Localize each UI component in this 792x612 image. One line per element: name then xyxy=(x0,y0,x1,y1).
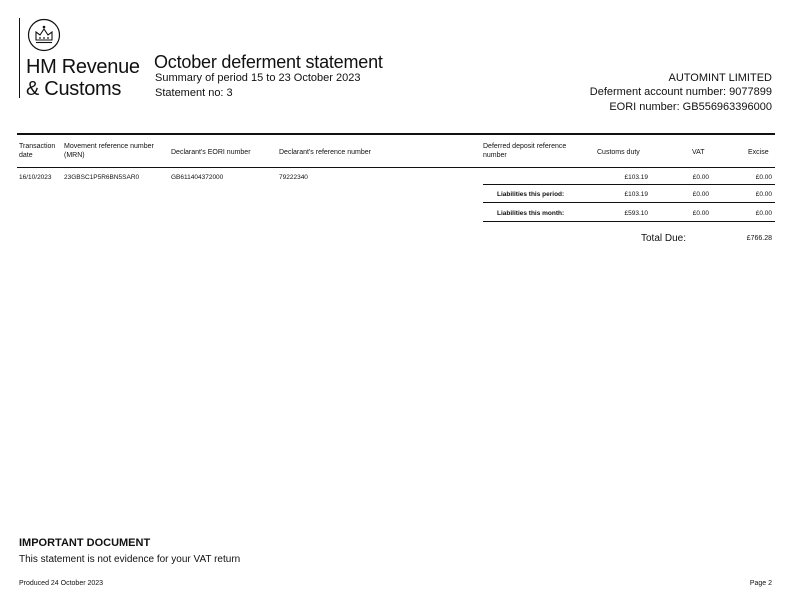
liabilities-period-vat: £0.00 xyxy=(692,191,709,198)
page-number: Page 2 xyxy=(749,580,772,587)
table-top-rule xyxy=(17,133,775,135)
statement-title: October deferment statement xyxy=(154,52,383,72)
liabilities-period-customs-duty: £103.19 xyxy=(624,191,648,198)
liabilities-month-vat: £0.00 xyxy=(692,210,709,217)
company-name: AUTOMINT LIMITED xyxy=(668,72,772,84)
row-eori: GB611404372000 xyxy=(171,174,224,181)
statement-number: Statement no: 3 xyxy=(155,87,233,99)
produced-date: Produced 24 October 2023 xyxy=(19,580,104,587)
hmrc-logo-text: HM Revenue & Customs xyxy=(26,56,140,100)
liabilities-period-label: Liabilities this period: xyxy=(497,191,565,198)
deferment-account-number: Deferment account number: 9077899 xyxy=(589,86,772,98)
row-declarant-ref: 79222340 xyxy=(279,174,308,181)
total-due-value: £766.28 xyxy=(746,235,772,242)
col-excise: Excise xyxy=(748,149,769,156)
col-customs-duty: Customs duty xyxy=(597,149,640,156)
month-bottom-rule xyxy=(483,221,775,222)
row-customs-duty: £103.19 xyxy=(624,174,648,181)
royal-crest-icon xyxy=(27,18,61,52)
eori-number: EORI number: GB556963396000 xyxy=(609,101,772,113)
col-vat: VAT xyxy=(692,149,705,156)
row-vat: £0.00 xyxy=(692,174,709,181)
liabilities-month-excise: £0.00 xyxy=(755,210,772,217)
col-deferred-deposit-reference: Deferred deposit reference number xyxy=(483,143,567,159)
col-declarant-eori: Declarant's EORI number xyxy=(171,149,251,156)
col-declarant-reference: Declarant's reference number xyxy=(279,149,371,156)
row-excise: £0.00 xyxy=(755,174,772,181)
statement-period: Summary of period 15 to 23 October 2023 xyxy=(155,72,361,84)
col-mrn: Movement reference number (MRN) xyxy=(64,143,154,159)
important-document-heading: IMPORTANT DOCUMENT xyxy=(19,537,151,549)
period-bottom-rule xyxy=(483,202,775,203)
vat-notice: This statement is not evidence for your VAT return xyxy=(19,554,241,565)
total-due-label: Total Due: xyxy=(641,233,687,244)
row-rule xyxy=(483,184,775,185)
liabilities-month-customs-duty: £593.10 xyxy=(624,210,648,217)
row-date: 16/10/2023 xyxy=(19,174,52,181)
logo-divider xyxy=(19,18,20,98)
row-mrn: 23GBSC1P5R6BN5SAR0 xyxy=(64,174,140,181)
header-bottom-rule xyxy=(17,167,775,168)
liabilities-month-label: Liabilities this month: xyxy=(497,210,565,217)
liabilities-period-excise: £0.00 xyxy=(755,191,772,198)
col-transaction-date: Transaction date xyxy=(19,143,56,159)
